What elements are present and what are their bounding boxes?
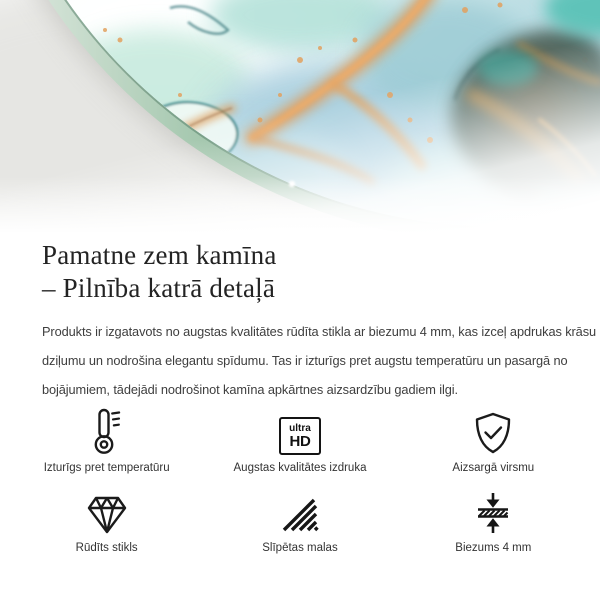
feature-label: Slīpētas malas [262, 542, 338, 554]
thickness-icon [474, 491, 512, 535]
feature-label: Augstas kvalitātes izdruka [233, 462, 367, 474]
page-title-line2: – Pilnība katrā detaļā [42, 273, 276, 303]
feature-ultra-hd-print [203, 408, 396, 476]
diamond-icon [83, 493, 131, 535]
feature-label: Biezums 4 mm [455, 542, 532, 554]
page-title [42, 239, 600, 305]
beveled-edges-icon [279, 495, 321, 535]
glass-panel-artwork [0, 0, 600, 232]
page-title-line1: Pamatne zem kamīna [42, 240, 277, 270]
features-grid [10, 408, 590, 556]
feature-label: Aizsargā virsmu [452, 462, 535, 474]
thermometer-icon [92, 408, 122, 455]
shield-check-icon [472, 411, 514, 455]
feature-polished-edges [203, 488, 396, 556]
feature-thickness [397, 488, 590, 556]
feature-protects-surface [397, 408, 590, 476]
ultra-hd-icon [279, 417, 321, 455]
feature-label: Rūdīts stikls [75, 542, 138, 554]
ultra-hd-icon-text-top: ultra [289, 422, 311, 434]
feature-label: Izturīgs pret temperatūru [43, 462, 170, 474]
feature-heat-resistant [10, 408, 203, 476]
feature-tempered-glass [10, 488, 203, 556]
content-area [0, 239, 600, 556]
ultra-hd-icon-text-bottom: HD [289, 432, 311, 450]
product-description: Produkts ir izgatavots no augstas kvalitātes rūdīta stikla ar biezumu 4 mm, kas izceļ apdrukas krāsu dziļumu un nodrošina elegantu spīdumu. Tas ir izturīgs pret augstu temperatūru un pasargā no bojājumiem, tādejādi nodrošinot kamīna apkārtnes aizsardzību gadiem ilgi. [42, 324, 597, 397]
bottom-fade-overlay [0, 0, 600, 232]
